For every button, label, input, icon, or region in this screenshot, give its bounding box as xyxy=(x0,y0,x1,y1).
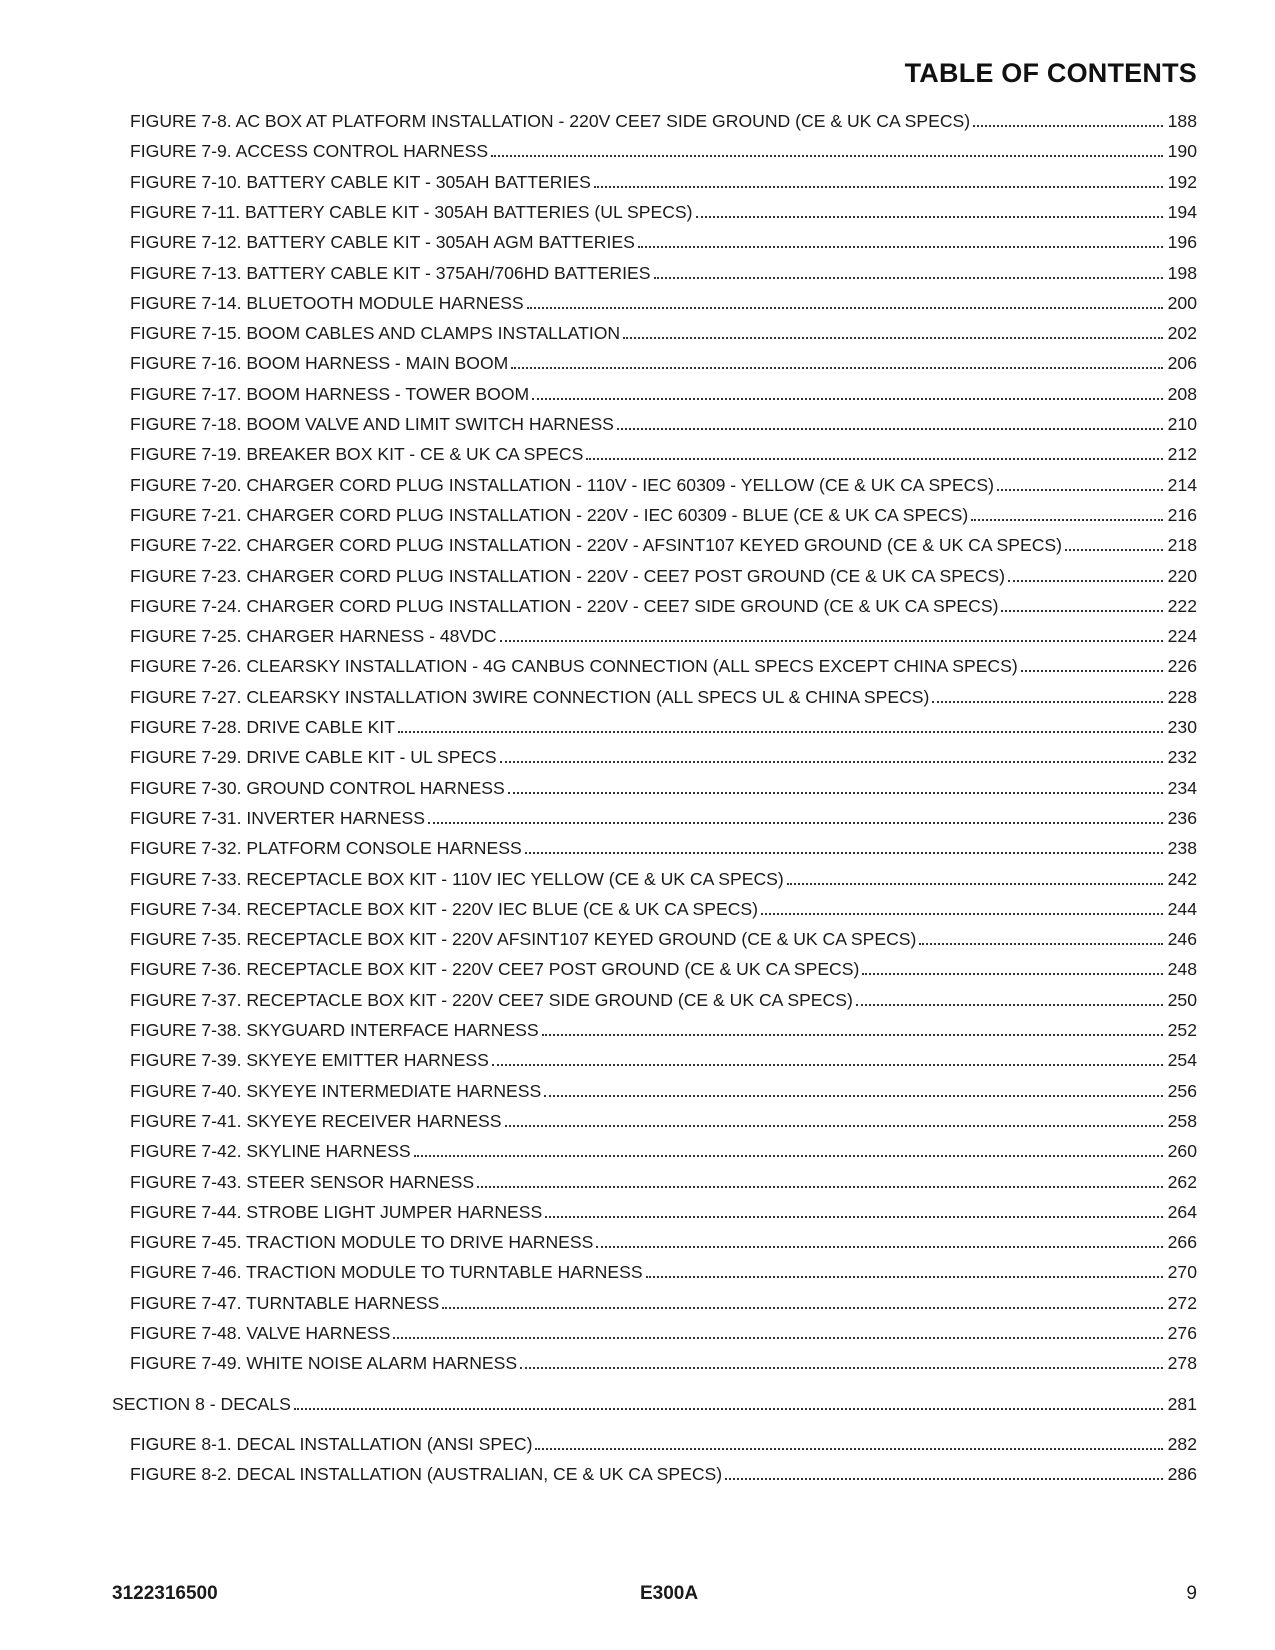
dot-leader xyxy=(477,1186,1163,1188)
model-name: E300A xyxy=(640,1583,699,1604)
toc-entry-page: 256 xyxy=(1167,1080,1197,1101)
toc-entry-page: 272 xyxy=(1167,1292,1197,1313)
dot-leader xyxy=(725,1478,1163,1480)
toc-entry-page: 222 xyxy=(1167,595,1197,616)
toc-entry[interactable] xyxy=(130,108,1197,132)
toc-entry[interactable] xyxy=(130,1350,1197,1374)
dot-leader xyxy=(638,246,1163,248)
toc-entry[interactable] xyxy=(130,1199,1197,1223)
toc-entry-page: 206 xyxy=(1167,353,1197,374)
dot-leader xyxy=(393,1337,1163,1339)
dot-leader xyxy=(491,155,1163,157)
dot-leader xyxy=(997,489,1163,491)
toc-entry-label: FIGURE 7-36. RECEPTACLE BOX KIT - 220V CEE7 POST GROUND (CE & UK CA SPECS) xyxy=(130,959,860,980)
toc-entry-page: 214 xyxy=(1167,474,1197,495)
toc-entry-page: 238 xyxy=(1167,838,1197,859)
toc-entry-label: FIGURE 7-37. RECEPTACLE BOX KIT - 220V CEE7 SIDE GROUND (CE & UK CA SPECS) xyxy=(130,989,853,1010)
toc-entry-page: 218 xyxy=(1167,535,1197,556)
toc-entry-label: FIGURE 7-29. DRIVE CABLE KIT - UL SPECS xyxy=(130,747,497,768)
toc-entry-label: FIGURE 7-28. DRIVE CABLE KIT xyxy=(130,717,395,737)
toc-entry[interactable] xyxy=(130,381,1197,405)
dot-leader xyxy=(511,367,1163,369)
toc-entry-page: 234 xyxy=(1167,777,1197,798)
toc-entry[interactable] xyxy=(130,472,1197,496)
toc-entry-page: 236 xyxy=(1167,807,1197,828)
toc-entry[interactable] xyxy=(130,411,1197,435)
toc-entry[interactable] xyxy=(130,229,1197,253)
toc-entry-label: FIGURE 7-19. BREAKER BOX KIT - CE & UK CA SPECS xyxy=(130,444,584,465)
toc-entry[interactable] xyxy=(130,1047,1197,1071)
dot-leader xyxy=(532,398,1163,400)
toc-entry-label: FIGURE 7-48. VALVE HARNESS xyxy=(130,1323,391,1343)
toc-entry[interactable] xyxy=(130,532,1197,556)
toc-entry[interactable] xyxy=(130,987,1197,1011)
toc-entry-label: FIGURE 7-38. SKYGUARD INTERFACE HARNESS xyxy=(130,1020,539,1040)
toc-entry-page: 246 xyxy=(1167,929,1197,950)
toc-entry-page: 192 xyxy=(1167,171,1197,192)
toc-entry[interactable] xyxy=(130,1290,1197,1314)
toc-entry-page: 270 xyxy=(1167,1262,1197,1283)
toc-entry-page: 220 xyxy=(1167,565,1197,586)
toc-entry[interactable] xyxy=(130,593,1197,617)
toc-entry[interactable] xyxy=(130,1259,1197,1283)
toc-entry-page: 228 xyxy=(1167,686,1197,707)
toc-entry-label: FIGURE 7-11. BATTERY CABLE KIT - 305AH BATTERIES (UL SPECS) xyxy=(130,201,693,222)
toc-entry-label: FIGURE 7-39. SKYEYE EMITTER HARNESS xyxy=(130,1050,489,1071)
toc-entry-page: 281 xyxy=(1167,1393,1197,1414)
toc-entry-page: 258 xyxy=(1167,1110,1197,1131)
toc-entry[interactable] xyxy=(130,199,1197,223)
toc-entry[interactable] xyxy=(130,714,1197,738)
toc-entry-label: FIGURE 7-40. SKYEYE INTERMEDIATE HARNESS xyxy=(130,1080,542,1101)
dot-leader xyxy=(398,731,1163,733)
dot-leader xyxy=(508,792,1163,794)
dot-leader xyxy=(696,216,1163,218)
toc-entry-page: 190 xyxy=(1167,141,1197,162)
toc-entry[interactable] xyxy=(130,441,1197,465)
toc-entry-label: SECTION 8 - DECALS xyxy=(112,1393,291,1414)
dot-leader xyxy=(544,1095,1163,1097)
dot-leader xyxy=(646,1276,1163,1278)
toc-entry-page: 188 xyxy=(1167,111,1197,131)
toc-entry-page: 230 xyxy=(1167,717,1197,737)
dot-leader xyxy=(919,943,1163,945)
dot-leader xyxy=(596,1246,1163,1248)
dot-leader xyxy=(527,307,1163,309)
toc-entry-label: FIGURE 7-25. CHARGER HARNESS ‐ 48VDC xyxy=(130,626,497,647)
toc-entry[interactable] xyxy=(130,775,1197,799)
toc-entry-page: 242 xyxy=(1167,868,1197,889)
toc-entry-page: 200 xyxy=(1167,292,1197,313)
toc-entry-page: 282 xyxy=(1167,1433,1197,1454)
toc-entry-label: FIGURE 7-10. BATTERY CABLE KIT - 305AH BATTERIES xyxy=(130,171,591,192)
toc-entry-label: FIGURE 7-45. TRACTION MODULE TO DRIVE HARNESS xyxy=(130,1232,594,1253)
toc-entry[interactable] xyxy=(130,896,1197,920)
toc-entry[interactable] xyxy=(130,926,1197,950)
toc-entry[interactable] xyxy=(130,623,1197,647)
dot-leader xyxy=(932,701,1163,703)
toc-entry-label: FIGURE 7-24. CHARGER CORD PLUG INSTALLATION - 220V - CEE7 SIDE GROUND (CE & UK CA SPECS) xyxy=(130,595,999,616)
toc-entry-label: FIGURE 7-33. RECEPTACLE BOX KIT - 110V IEC YELLOW (CE & UK CA SPECS) xyxy=(130,868,784,889)
dot-leader xyxy=(545,1216,1163,1218)
toc-entry-page: 202 xyxy=(1167,323,1197,344)
toc-entry-page: 198 xyxy=(1167,262,1197,283)
toc-entry-label: FIGURE 7-30. GROUND CONTROL HARNESS xyxy=(130,777,505,798)
toc-entry-page: 232 xyxy=(1167,747,1197,768)
dot-leader xyxy=(294,1408,1163,1410)
toc-entry[interactable] xyxy=(130,1017,1197,1041)
toc-entry-label: FIGURE 7-15. BOOM CABLES AND CLAMPS INSTALLATION xyxy=(130,323,621,344)
page-number: 9 xyxy=(1186,1583,1197,1604)
toc-entry-label: FIGURE 7-26. CLEARSKY INSTALLATION - 4G CANBUS CONNECTION (ALL SPECS EXCEPT CHINA SPECS) xyxy=(130,656,1018,677)
dot-leader xyxy=(623,337,1163,339)
toc-entry[interactable] xyxy=(130,260,1197,284)
dot-leader xyxy=(761,913,1163,915)
dot-leader xyxy=(1008,580,1163,582)
dot-leader xyxy=(971,519,1163,521)
toc-entry[interactable] xyxy=(130,502,1197,526)
toc-entry-label: FIGURE 7-13. BATTERY CABLE KIT - 375AH/706HD BATTERIES xyxy=(130,262,651,283)
toc-entry[interactable] xyxy=(130,1108,1197,1132)
toc-entry[interactable] xyxy=(130,1320,1197,1344)
toc-entry-label: FIGURE 7-35. RECEPTACLE BOX KIT - 220V AFSINT107 KEYED GROUND (CE & UK CA SPECS) xyxy=(130,929,917,950)
toc-section-entry[interactable] xyxy=(112,1391,1197,1415)
toc-entry-page: 210 xyxy=(1167,414,1197,434)
toc-entry-page: 244 xyxy=(1167,898,1197,919)
toc-entry-label: FIGURE 7-18. BOOM VALVE AND LIMIT SWITCH HARNESS xyxy=(130,414,614,434)
toc-entry[interactable] xyxy=(130,835,1197,859)
dot-leader xyxy=(787,883,1163,885)
toc-entry-label: FIGURE 7-27. CLEARSKY INSTALLATION 3WIRE CONNECTION (ALL SPECS UL & CHINA SPECS) xyxy=(130,686,930,707)
toc-entry[interactable] xyxy=(130,684,1197,708)
toc-entry-page: 264 xyxy=(1167,1201,1197,1222)
dot-leader xyxy=(594,186,1163,188)
dot-leader xyxy=(654,277,1164,279)
toc-entry-page: 212 xyxy=(1167,444,1197,465)
page-title: TABLE OF CONTENTS xyxy=(904,58,1197,88)
toc-entry[interactable] xyxy=(130,805,1197,829)
dot-leader xyxy=(520,1367,1163,1369)
toc-entry[interactable] xyxy=(130,563,1197,587)
toc-entry[interactable] xyxy=(130,350,1197,374)
toc-entry-label: FIGURE 7-41. SKYEYE RECEIVER HARNESS xyxy=(130,1110,502,1131)
dot-leader xyxy=(492,1064,1163,1066)
toc-entry[interactable] xyxy=(130,1169,1197,1193)
dot-leader xyxy=(428,822,1163,824)
dot-leader xyxy=(500,761,1163,763)
toc-entry-label: FIGURE 7-20. CHARGER CORD PLUG INSTALLATION - 110V - IEC 60309 - YELLOW (CE & UK CA SPECS) xyxy=(130,474,994,495)
toc-entry-label: FIGURE 7-12. BATTERY CABLE KIT - 305AH AGM BATTERIES xyxy=(130,232,635,253)
dot-leader xyxy=(500,640,1163,642)
toc-entry-label: FIGURE 7-9. ACCESS CONTROL HARNESS xyxy=(130,141,489,162)
dot-leader xyxy=(1065,549,1163,551)
dot-leader xyxy=(525,852,1163,854)
dot-leader xyxy=(1021,670,1163,672)
toc-entry-label: FIGURE 7-23. CHARGER CORD PLUG INSTALLATION - 220V - CEE7 POST GROUND (CE & UK CA SPECS) xyxy=(130,565,1005,586)
toc-entry-label: FIGURE 7-42. SKYLINE HARNESS xyxy=(130,1141,411,1162)
dot-leader xyxy=(414,1155,1163,1157)
toc-entry-page: 266 xyxy=(1167,1232,1197,1253)
toc-entry-page: 286 xyxy=(1167,1464,1197,1485)
toc-entry-page: 226 xyxy=(1167,656,1197,677)
dot-leader xyxy=(586,458,1163,460)
toc-entry[interactable] xyxy=(130,138,1197,162)
toc-entry-page: 196 xyxy=(1167,232,1197,253)
toc-entry-label: FIGURE 7-14. BLUETOOTH MODULE HARNESS xyxy=(130,292,524,313)
dot-leader xyxy=(973,125,1163,127)
toc-entry[interactable] xyxy=(130,320,1197,344)
toc-entry-label: FIGURE 8-1. DECAL INSTALLATION (ANSI SPEC) xyxy=(130,1433,533,1454)
dot-leader xyxy=(617,428,1163,430)
toc-entry[interactable] xyxy=(130,1078,1197,1102)
dot-leader xyxy=(862,973,1163,975)
toc-entry-page: 278 xyxy=(1167,1353,1197,1374)
toc-entry-label: FIGURE 7-31. INVERTER HARNESS xyxy=(130,807,425,828)
dot-leader xyxy=(1001,610,1163,612)
toc-entry-label: FIGURE 7-34. RECEPTACLE BOX KIT - 220V IEC BLUE (CE & UK CA SPECS) xyxy=(130,898,759,919)
toc-entry-page: 216 xyxy=(1167,504,1197,525)
dot-leader xyxy=(442,1307,1163,1309)
toc-entry[interactable] xyxy=(130,290,1197,314)
toc-entry-page: 194 xyxy=(1167,201,1197,222)
toc-entry-label: FIGURE 7-17. BOOM HARNESS - TOWER BOOM xyxy=(130,383,530,404)
toc-entry-page: 248 xyxy=(1167,959,1197,980)
toc-entry-label: FIGURE 7-22. CHARGER CORD PLUG INSTALLATION - 220V - AFSINT107 KEYED GROUND (CE & UK CA SPECS) xyxy=(130,535,1063,556)
toc-entry-page: 252 xyxy=(1167,1020,1197,1040)
toc-entry-label: FIGURE 8-2. DECAL INSTALLATION (AUSTRALIAN, CE & UK CA SPECS) xyxy=(130,1464,723,1485)
dot-leader xyxy=(542,1034,1163,1036)
toc-entry-page: 276 xyxy=(1167,1323,1197,1343)
toc-entry-label: FIGURE 7-44. STROBE LIGHT JUMPER HARNESS xyxy=(130,1201,543,1222)
toc-entry-page: 224 xyxy=(1167,626,1197,647)
toc-entry-label: FIGURE 7-32. PLATFORM CONSOLE HARNESS xyxy=(130,838,522,859)
toc-entry-page: 262 xyxy=(1167,1171,1197,1192)
toc-entry-label: FIGURE 7-46. TRACTION MODULE TO TURNTABLE HARNESS xyxy=(130,1262,643,1283)
toc-entry-label: FIGURE 7-21. CHARGER CORD PLUG INSTALLATION - 220V - IEC 60309 - BLUE (CE & UK CA SPECS) xyxy=(130,504,969,525)
dot-leader xyxy=(856,1004,1163,1006)
toc-entry-page: 208 xyxy=(1167,383,1197,404)
toc-entry[interactable] xyxy=(130,653,1197,677)
toc-entry-label: FIGURE 7-49. WHITE NOISE ALARM HARNESS xyxy=(130,1353,518,1374)
toc-entry-label: FIGURE 7-8. AC BOX AT PLATFORM INSTALLATION - 220V CEE7 SIDE GROUND (CE & UK CA SPECS) xyxy=(130,111,971,131)
toc-entry-page: 254 xyxy=(1167,1050,1197,1071)
toc-entry[interactable] xyxy=(130,169,1197,193)
toc-entry-label: FIGURE 7-16. BOOM HARNESS - MAIN BOOM xyxy=(130,353,509,374)
toc-entry-label: FIGURE 7-43. STEER SENSOR HARNESS xyxy=(130,1171,475,1192)
toc-entry-page: 260 xyxy=(1167,1141,1197,1162)
toc-entry[interactable] xyxy=(130,1461,1197,1485)
toc-entry-page: 250 xyxy=(1167,989,1197,1010)
toc-entry[interactable] xyxy=(130,744,1197,768)
document-number: 3122316500 xyxy=(112,1583,218,1604)
page-footer xyxy=(0,1583,1275,1609)
dot-leader xyxy=(535,1448,1163,1450)
toc-entry[interactable] xyxy=(130,866,1197,890)
dot-leader xyxy=(505,1125,1163,1127)
toc-entry[interactable] xyxy=(130,1138,1197,1162)
toc-entry-label: FIGURE 7-47. TURNTABLE HARNESS xyxy=(130,1292,440,1313)
toc-entry[interactable] xyxy=(130,956,1197,980)
toc-entry[interactable] xyxy=(130,1229,1197,1253)
toc-entry[interactable] xyxy=(130,1431,1197,1455)
